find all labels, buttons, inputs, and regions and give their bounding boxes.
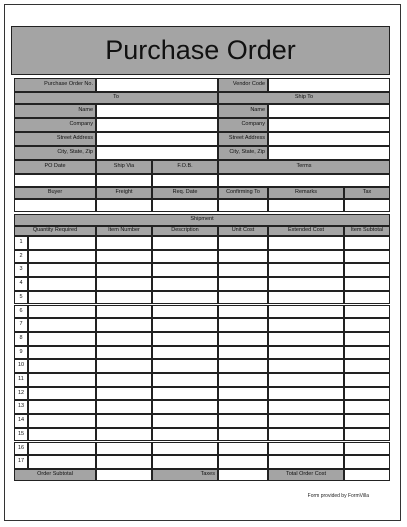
info2-label-5: Remarks xyxy=(268,187,344,199)
info2-label-6: Tax xyxy=(344,187,390,199)
row-number: 11 xyxy=(14,373,28,387)
item-cell[interactable] xyxy=(96,291,152,305)
ship-to-header: Ship To xyxy=(218,92,390,104)
row-number: 12 xyxy=(14,387,28,401)
quantity-cell[interactable] xyxy=(28,250,96,264)
item-cell[interactable] xyxy=(96,387,152,401)
info-label-3: F.O.B. xyxy=(152,160,218,174)
item-cell[interactable] xyxy=(218,305,268,319)
item-cell[interactable] xyxy=(344,305,390,319)
item-cell[interactable] xyxy=(344,400,390,414)
info2-field-6[interactable] xyxy=(344,199,390,212)
item-cell[interactable] xyxy=(218,277,268,291)
row-number: 8 xyxy=(14,332,28,346)
item-cell[interactable] xyxy=(344,250,390,264)
item-cell[interactable] xyxy=(218,332,268,346)
quantity-cell[interactable] xyxy=(28,236,96,250)
row-number: 15 xyxy=(14,428,28,442)
to-header: To xyxy=(14,92,218,104)
item-cell[interactable] xyxy=(268,442,344,456)
item-cell[interactable] xyxy=(344,455,390,469)
item-cell[interactable] xyxy=(344,428,390,442)
quantity-cell[interactable] xyxy=(28,373,96,387)
to-street-address-label: Street Address xyxy=(14,132,96,146)
row-number: 3 xyxy=(14,263,28,277)
order-subtotal-field[interactable] xyxy=(96,469,152,481)
item-cell[interactable] xyxy=(152,277,218,291)
ship-to-name-label: Name xyxy=(218,104,268,118)
item-cell[interactable] xyxy=(96,318,152,332)
row-number: 13 xyxy=(14,400,28,414)
info-field-4[interactable] xyxy=(218,174,390,187)
item-cell[interactable] xyxy=(96,263,152,277)
item-cell[interactable] xyxy=(268,455,344,469)
item-cell[interactable] xyxy=(96,236,152,250)
info-field-2[interactable] xyxy=(96,174,152,187)
item-cell[interactable] xyxy=(96,305,152,319)
item-cell[interactable] xyxy=(344,291,390,305)
info2-field-1[interactable] xyxy=(14,199,96,212)
item-cell[interactable] xyxy=(96,250,152,264)
item-cell[interactable] xyxy=(152,387,218,401)
item-cell[interactable] xyxy=(268,332,344,346)
item-cell[interactable] xyxy=(152,346,218,360)
row-number: 5 xyxy=(14,291,28,305)
item-cell[interactable] xyxy=(96,277,152,291)
to-name-label: Name xyxy=(14,104,96,118)
ship-to-city-state-zip-field[interactable] xyxy=(268,146,390,160)
item-cell[interactable] xyxy=(152,400,218,414)
item-cell[interactable] xyxy=(268,387,344,401)
item-cell[interactable] xyxy=(344,318,390,332)
item-cell[interactable] xyxy=(218,428,268,442)
row-number: 4 xyxy=(14,277,28,291)
item-cell[interactable] xyxy=(96,359,152,373)
item-cell[interactable] xyxy=(218,373,268,387)
row-number: 17 xyxy=(14,455,28,469)
item-cell[interactable] xyxy=(218,263,268,277)
column-header-4: Unit Cost xyxy=(218,226,268,236)
quantity-cell[interactable] xyxy=(28,318,96,332)
taxes-label: Taxes xyxy=(152,469,218,481)
info2-label-1: Buyer xyxy=(14,187,96,199)
item-cell[interactable] xyxy=(344,332,390,346)
item-cell[interactable] xyxy=(152,373,218,387)
taxes-field[interactable] xyxy=(218,469,268,481)
info2-field-5[interactable] xyxy=(268,199,344,212)
item-cell[interactable] xyxy=(218,346,268,360)
shipment-header: Shipment xyxy=(14,214,390,226)
vendor-code-label: Vendor Code xyxy=(218,78,268,92)
item-cell[interactable] xyxy=(344,236,390,250)
item-cell[interactable] xyxy=(268,277,344,291)
quantity-cell[interactable] xyxy=(28,291,96,305)
po-number-field[interactable] xyxy=(96,78,218,92)
ship-to-name-field[interactable] xyxy=(268,104,390,118)
info2-label-4: Confirming To xyxy=(218,187,268,199)
info2-label-2: Freight xyxy=(96,187,152,199)
item-cell[interactable] xyxy=(268,346,344,360)
total-order-cost-field[interactable] xyxy=(344,469,390,481)
item-cell[interactable] xyxy=(268,318,344,332)
column-header-6: Item Subtotal xyxy=(344,226,390,236)
item-cell[interactable] xyxy=(344,414,390,428)
quantity-cell[interactable] xyxy=(28,387,96,401)
row-number: 1 xyxy=(14,236,28,250)
quantity-cell[interactable] xyxy=(28,332,96,346)
info-field-1[interactable] xyxy=(14,174,96,187)
item-cell[interactable] xyxy=(344,373,390,387)
item-cell[interactable] xyxy=(268,250,344,264)
item-cell[interactable] xyxy=(218,236,268,250)
info2-label-3: Req. Date xyxy=(152,187,218,199)
ship-to-city-state-zip-label: City, State, Zip xyxy=(218,146,268,160)
info-field-3[interactable] xyxy=(152,174,218,187)
item-cell[interactable] xyxy=(96,373,152,387)
item-cell[interactable] xyxy=(96,332,152,346)
item-cell[interactable] xyxy=(218,250,268,264)
quantity-cell[interactable] xyxy=(28,305,96,319)
row-number: 9 xyxy=(14,346,28,360)
quantity-cell[interactable] xyxy=(28,263,96,277)
item-cell[interactable] xyxy=(218,455,268,469)
info-label-4: Terms xyxy=(218,160,390,174)
quantity-cell[interactable] xyxy=(28,277,96,291)
to-city-state-zip-field[interactable] xyxy=(96,146,218,160)
row-number: 7 xyxy=(14,318,28,332)
item-cell[interactable] xyxy=(268,236,344,250)
info-label-1: PO Date xyxy=(14,160,96,174)
item-cell[interactable] xyxy=(152,414,218,428)
item-cell[interactable] xyxy=(152,455,218,469)
item-cell[interactable] xyxy=(152,250,218,264)
item-cell[interactable] xyxy=(268,373,344,387)
item-cell[interactable] xyxy=(268,263,344,277)
column-header-1: Quantity Required xyxy=(14,226,96,236)
quantity-cell[interactable] xyxy=(28,455,96,469)
ship-to-company-field[interactable] xyxy=(268,118,390,132)
item-cell[interactable] xyxy=(152,305,218,319)
to-street-address-field[interactable] xyxy=(96,132,218,146)
quantity-cell[interactable] xyxy=(28,442,96,456)
row-number: 16 xyxy=(14,442,28,456)
item-cell[interactable] xyxy=(218,400,268,414)
to-company-label: Company xyxy=(14,118,96,132)
item-cell[interactable] xyxy=(152,359,218,373)
item-cell[interactable] xyxy=(268,414,344,428)
column-header-2: Item Number xyxy=(96,226,152,236)
item-cell[interactable] xyxy=(218,359,268,373)
item-cell[interactable] xyxy=(268,428,344,442)
item-cell[interactable] xyxy=(218,387,268,401)
vendor-code-field[interactable] xyxy=(268,78,390,92)
item-cell[interactable] xyxy=(344,277,390,291)
item-cell[interactable] xyxy=(268,359,344,373)
item-cell[interactable] xyxy=(344,442,390,456)
item-cell[interactable] xyxy=(218,414,268,428)
po-number-label: Purchase Order No. xyxy=(14,78,96,92)
item-cell[interactable] xyxy=(268,291,344,305)
item-cell[interactable] xyxy=(152,332,218,346)
quantity-cell[interactable] xyxy=(28,346,96,360)
item-cell[interactable] xyxy=(268,305,344,319)
item-cell[interactable] xyxy=(96,400,152,414)
quantity-cell[interactable] xyxy=(28,414,96,428)
info2-field-2[interactable] xyxy=(96,199,152,212)
total-order-cost-label: Total Order Cost xyxy=(268,469,344,481)
to-name-field[interactable] xyxy=(96,104,218,118)
to-city-state-zip-label: City, State, Zip xyxy=(14,146,96,160)
footer-credit: Form provided by FormVilla xyxy=(307,493,369,499)
item-cell[interactable] xyxy=(218,442,268,456)
row-number: 14 xyxy=(14,414,28,428)
item-cell[interactable] xyxy=(152,291,218,305)
ship-to-street-address-field[interactable] xyxy=(268,132,390,146)
item-cell[interactable] xyxy=(152,442,218,456)
page-title: Purchase Order xyxy=(11,26,390,75)
item-cell[interactable] xyxy=(96,414,152,428)
to-company-field[interactable] xyxy=(96,118,218,132)
ship-to-company-label: Company xyxy=(218,118,268,132)
item-cell[interactable] xyxy=(152,318,218,332)
info2-field-3[interactable] xyxy=(152,199,218,212)
column-header-5: Extended Cost xyxy=(268,226,344,236)
ship-to-street-address-label: Street Address xyxy=(218,132,268,146)
column-header-3: Description xyxy=(152,226,218,236)
item-cell[interactable] xyxy=(268,400,344,414)
item-cell[interactable] xyxy=(344,263,390,277)
row-number: 2 xyxy=(14,250,28,264)
item-cell[interactable] xyxy=(152,236,218,250)
item-cell[interactable] xyxy=(218,318,268,332)
row-number: 6 xyxy=(14,305,28,319)
item-cell[interactable] xyxy=(344,346,390,360)
row-number: 10 xyxy=(14,359,28,373)
item-cell[interactable] xyxy=(344,387,390,401)
info-label-2: Ship Via xyxy=(96,160,152,174)
item-cell[interactable] xyxy=(96,428,152,442)
item-cell[interactable] xyxy=(152,263,218,277)
item-cell[interactable] xyxy=(218,291,268,305)
info2-field-4[interactable] xyxy=(218,199,268,212)
item-cell[interactable] xyxy=(96,442,152,456)
quantity-cell[interactable] xyxy=(28,400,96,414)
quantity-cell[interactable] xyxy=(28,359,96,373)
quantity-cell[interactable] xyxy=(28,428,96,442)
item-cell[interactable] xyxy=(96,346,152,360)
item-cell[interactable] xyxy=(344,359,390,373)
item-cell[interactable] xyxy=(152,428,218,442)
item-cell[interactable] xyxy=(96,455,152,469)
order-subtotal-label: Order Subtotal xyxy=(14,469,96,481)
